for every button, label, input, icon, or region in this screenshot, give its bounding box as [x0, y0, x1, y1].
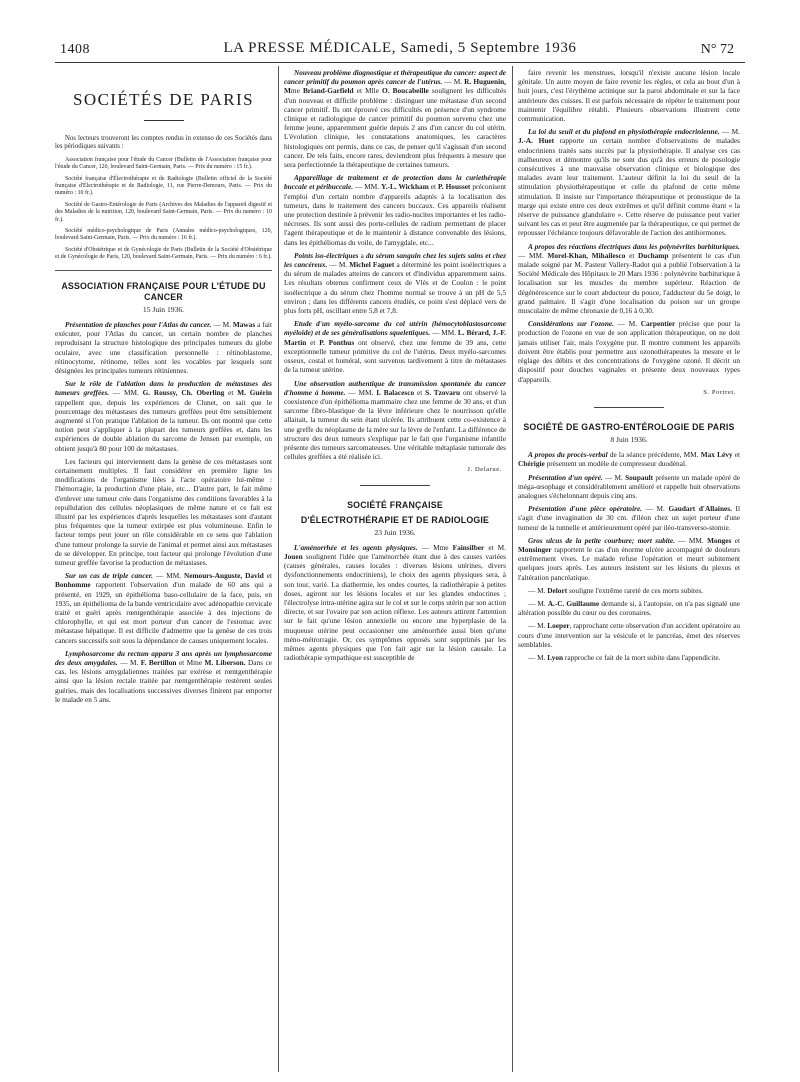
body-text: — MM.	[152, 571, 184, 581]
article-title: Etude d'un myélo-sarcome du col utérin (hémocytoblastosarcome myéloïde) et de ses généralisations squelettiques.	[284, 319, 506, 338]
article-paragraph	[55, 379, 272, 453]
article-paragraph	[518, 536, 740, 582]
author-name: Mawas	[232, 319, 256, 329]
article-paragraph	[518, 242, 740, 316]
author-name: L. Bérard, J.-F. Martin	[284, 328, 506, 347]
section-date: 15 Juin 1936.	[142, 304, 185, 314]
column-divider-right	[512, 66, 513, 1072]
author-name: Duchamp	[638, 250, 669, 260]
article-title: Lymphosarcome du rectum apparu 3 ans après un lymphosarcome des deux amygdales.	[55, 648, 272, 667]
body-text: — M.	[528, 585, 548, 595]
body-text: , rapprochant cette observation d'un accident opératoire au cours d'une intervention sur la vésicule et le pancréas, émet des réserves semblables.	[518, 621, 740, 649]
intro-note	[55, 135, 272, 152]
author-name: Monsinger	[518, 544, 552, 554]
body-text: demande si, à l'autopsie, on n'a pas signalé une altération possible du cœur ou des coronaires.	[518, 598, 740, 618]
author-name: M. Liberson.	[204, 658, 246, 667]
body-text: et	[428, 182, 439, 192]
section-heading: D'ÉLECTROTHÉRAPIE ET DE RADIOLOGIE	[300, 514, 490, 525]
article-paragraph	[55, 320, 272, 375]
author-name: Briand-Garfield	[302, 86, 354, 96]
body-text: Nos lecteurs trouveront les comptes rendus in extenso de ces Sociétés dans les périodiques suivants :	[55, 135, 272, 151]
author-signature: J. Delarue.	[467, 466, 502, 474]
author-name: P. Ponthus	[319, 337, 355, 347]
body-text: présentent un modèle de compresseur duodénal.	[544, 459, 687, 469]
article-paragraph	[518, 504, 740, 532]
body-text: — MM.	[345, 387, 377, 397]
article-title: Sur un cas de triple cancer.	[65, 571, 153, 581]
author-name: Lyon	[547, 652, 564, 662]
body-text: me	[193, 658, 203, 667]
author-name: Fainsilber	[452, 542, 485, 552]
author-name: Gaudart d'Allaines.	[668, 504, 732, 514]
body-text: souligne l'extrême rareté de ces morts subites.	[567, 585, 703, 595]
body-text: — M.	[613, 319, 641, 329]
body-text: — M.	[327, 260, 350, 270]
article-paragraph	[518, 450, 740, 468]
body-text: — MM.	[518, 250, 548, 260]
body-text: et	[224, 388, 238, 398]
author-name: Jouen	[284, 551, 303, 561]
periodical-entry	[55, 202, 272, 224]
article-title: Sur le rôle de l'ablation dans la production de métastases des tumeurs greffées.	[55, 379, 272, 398]
author-name: Chérigie	[518, 459, 545, 469]
article-paragraph	[518, 586, 740, 595]
periodical-entry	[55, 247, 272, 262]
periodical-entry	[55, 228, 272, 243]
section-date: 23 Juin 1936.	[374, 527, 416, 537]
body-text: Les facteurs qui interviennent dans la genèse de ces métastases sont certainement multiples. Il faut considérer en première ligne les modifications de l'organisme liées à l'acte opératoire lui-même : l'hémorragie, la production d'une plaie, etc... D'autre part, le fait même d'enlever une tumeur crée dans l'organisme des conditions favorables à la repullulation des cellules néoplasiques de même nature et ce fait est illustré par les expériences d'après lesquelles les métastases sont d'autant plus fréquentes que la tumeur extirpée est plus volumineuse. Enfin le facteur temps peut jouer un rôle considérable en ce sens que l'ablation d'une tumeur prolonge la survie de l'animal et permet ainsi aux métastases de se développer. En principe, tout facteur qui prolonge l'évolution d'une tumeur greffée favorise la production de métastases.	[55, 456, 272, 567]
article-title: Une observation authentique de transmission spontanée du cancer d'homme à homme.	[284, 378, 506, 397]
body-text: de la séance précédente, MM.	[607, 450, 701, 460]
body-text: — MM.	[674, 535, 708, 545]
article-paragraph	[284, 251, 506, 315]
article-title: A propos du procès-verbal	[528, 450, 608, 460]
article-paragraph	[284, 319, 506, 374]
body-text: rapproche ce fait de la mort subite dans l'appendicite.	[563, 652, 721, 662]
article-paragraph	[284, 68, 506, 169]
article-title: La loi du seuil et du plafond en physiothérapie endocrinienne.	[528, 127, 720, 137]
article-paragraph	[518, 473, 740, 501]
author-name: M. Guérin	[237, 388, 272, 398]
body-text: rapporte un certain nombre d'observations de malades endocriniens traités sans succès par la physiothérapie. Il analyse ces cas malheureux et démontre qu'ils ne sont dus qu'à des erreurs de posologie consécutives à une mauvaise observation clinique et biologique des malades avant leur traitement. L'auteur définit la loi du seuil de la stimulation physiothérapeutique et celle du plafond de cette même stimulation. Il insiste sur l'importance thérapeutique et pronostique de la marge qui existe entre ces deux extrêmes et qu'il définit comme étant « la réserve de puissance glandulaire ». Cette réserve de puissance peut varier suivant les cas et peut être augmentée par la thérapeutique, ce qui permet de repousser l'échéance toujours défavorable de l'action des antihormones.	[518, 136, 740, 238]
body-text: lle	[371, 86, 379, 96]
body-text: Association française pour l'étude du Cancer (Bulletin de l'Association française pour l'étude du Cancer, 120, boulevard Saint-Germain, Paris. — Prix du numéro : 15 fr.).	[55, 156, 272, 171]
column-left	[55, 68, 272, 1068]
body-text: — M.	[117, 658, 141, 667]
article-title: Présentation de planches pour l'Atlas du cancer.	[65, 319, 212, 329]
section-heading: SOCIÉTÉ FRANÇAISE	[347, 499, 443, 510]
article-paragraph	[55, 649, 272, 704]
article-title: Considérations sur l'ozone.	[528, 319, 614, 329]
author-name: R. Huguenin, M	[284, 77, 506, 96]
author-name: O. Boucabeille	[382, 86, 429, 96]
column-middle	[284, 68, 506, 1068]
author-name: Morel-Khan, Mihailesco	[547, 250, 626, 260]
article-paragraph	[518, 653, 740, 662]
author-name: S. Tzovaru	[425, 387, 461, 397]
body-text: — M.	[642, 504, 669, 514]
body-text: Société d'Obstétrique et de Gynécologie de Paris (Bulletin de la Société d'Obstétrique et de Gynécologie de Paris, 120, boulevard Saint-Germain, Paris. — Prix du numéro : 6 fr.).	[55, 246, 272, 261]
body-text: — M.	[211, 319, 233, 329]
article-title: Nouveau problème diagnostique et thérapeutique du cancer: aspect de cancer primitif du poumon après cancer de l'utérus.	[284, 68, 506, 87]
author-name: Michel Faguet	[349, 260, 395, 270]
body-text: Société de Gastro-Entérologie de Paris (Archives des Maladies de l'appareil digestif et des Maladies de la nutrition, 120, boulevard Saint-Germain, Paris. — Prix du numéro : 10 fr.).	[55, 201, 272, 223]
section-date: 8 Juin 1936.	[610, 434, 648, 444]
body-text: rappellent que, depuis les expériences de Clunet, on sait que le pourcentage des métastases des tumeurs greffées peut être sensiblement augmenté si l'on pratique l'ablation de la tumeur. Ils ont montré que cette notion peut s'appliquer à la plupart des tumeurs greffées et, dans les expériences de double ablation du sarcome de Jensen par exemple, on obtient jusqu'à 80 pour 100 de métastases.	[55, 397, 272, 453]
body-text: — M.	[442, 77, 465, 87]
body-text: rapportent l'observation d'un malade de 60 ans qui a présenté, en 1929, un épithélioma baso-cellulaire de la face, puis, en 1935, un épithélioma de la bande ventriculaire avec adénopathie cervicale traité et guéri après rœntgenthérapie associée à des injections de chlorophylle, et qui est mort porteur d'un cancer de l'estomac avec métastase hépatique. Il est difficile d'admettre que la genèse de ces trois cancers successifs soit sous la dépendance de causes uniquement locales.	[55, 580, 272, 645]
page-number: 1408	[60, 42, 90, 57]
body-text: Société française d'Électrothérapie et de Radiologie (Bulletin officiel de la Société française d'Électrothérapie et de Radiologie, 11, rue Pierre-Demours, Paris. — Prix du numéro : 10 fr.).	[55, 175, 272, 197]
section-separator	[360, 485, 430, 486]
author-name: A.-C. Guillaume	[547, 598, 600, 608]
article-paragraph	[284, 543, 506, 663]
body-text: — M.	[528, 598, 548, 608]
section-title: SOCIÉTÉS DE PARIS	[73, 90, 254, 109]
body-text: Il s'agit d'une invagination de 30 cm. d'iléon chez un sujet porteur d'une tumeur de la tunnelle et antérieurement opéré par iléo-transverso-stomie.	[518, 504, 740, 532]
body-text: et	[731, 535, 740, 545]
body-text: — M	[417, 542, 440, 552]
author-name: I. Balacesco	[376, 387, 415, 397]
author-name: J.-A. Huet	[518, 136, 555, 146]
author-name: Monges	[707, 535, 732, 545]
body-text: présentent le cas d'un malade soigné par M. Pasteur Vallery-Radot qui a publié l'observation à la Société Médicale des Hôpitaux le 20 Mars 1936 : polynévrite barbiturique à localisation sur les muscles du membre supérieur. Réaction de dégénérescence sur le court abducteur du pouce, l'adducteur du 5e doigt, le grand palmaire. Il s'agit d'une localisation du poison sur un groupe musculaire de même chronaxie de 0,16 à 0,30.	[518, 250, 740, 316]
body-text: et	[306, 337, 320, 347]
article-title: Présentation d'un opéré.	[528, 472, 603, 482]
body-text: — MM.	[109, 388, 143, 398]
issue-number: N° 72	[700, 42, 734, 57]
body-text: et M	[353, 86, 372, 96]
body-text: me	[439, 542, 449, 552]
author-name: Soupault	[625, 472, 654, 482]
body-text: Société médico-psychologique de Paris (Annales médico-psychologiques, 120, boulevard Saint-Germain, Paris. — Prix du numéro : 16 fr.).	[55, 228, 272, 242]
article-paragraph	[518, 599, 740, 617]
periodical-entry	[55, 157, 272, 172]
list-end-rule	[55, 270, 272, 271]
body-text: et	[732, 450, 740, 460]
article-title: L'aménorrhée et les agents physiques.	[294, 542, 418, 552]
author-name: P. Housset	[438, 182, 471, 192]
body-text: soulignent les difficultés d'un nouveau et difficile problème : distinguer une métastase d'un second cancer primitif. Ils ont éprouvé ces difficultés en présence d'un syndrome clinique et radiologique de cancer primitif du poumon survenu chez une femme jeune, apparemment guérie depuis 2 ans d'un cancer du col utérin. L'évolution clinique, les constatations anatomiques, les caractères histologiques ont permis, dans ce cas, de penser qu'il s'agissait d'un second cancer. De tels faits, encore rares, deviendront plus fréquents à mesure que sera perfectionnée la thérapeutique de certaines tumeurs.	[284, 86, 506, 170]
article-title: A propos des réactions électriques dans les polynévrites barbituriques.	[528, 241, 740, 251]
body-text: — M.	[528, 652, 548, 662]
column-divider-left	[278, 66, 279, 1072]
article-paragraph	[284, 173, 506, 247]
author-signature: S. Portret.	[703, 388, 736, 396]
article-title: Appareillage de traitement et de protection dans la curiethérapie buccale et péribuccale.	[284, 173, 506, 192]
article-paragraph	[55, 457, 272, 567]
article-title: Points iso-électriques	[294, 250, 359, 260]
body-text: et	[414, 387, 426, 397]
body-text: — M.	[719, 127, 740, 137]
journal-title: LA PRESSE MÉDICALE, Samedi, 5 Septembre 1936	[223, 40, 577, 56]
article-paragraph	[518, 127, 740, 237]
article-title: Gros ulcus de la petite courbure; mort subite.	[528, 535, 675, 545]
author-name: Carpentier	[640, 319, 676, 329]
body-text: préconisent l'emploi d'un certain nombre d'appareils adaptés à la localisation des tumeurs, dans le traitement des cancers buccaux. Ces appareils réalisent une protection destinée à prévenir les radio-nucites importantes et les radio-nécroses. Ils sont aussi des porte-cellules de radium permettant de placer l'agent thérapeutique et de le maintenir à distance convenable des lésions, dans les épithéliomas du voile, de l'amygdale, etc...	[284, 182, 506, 247]
body-text: ont observé, chez une femme de 39 ans, cette exceptionnelle tumeur primitive du col de l'utérus. Deux myélo-sarcomes osseux, costal et huméral, sont survenus tardivement à titre de métastases de la tumeur utérine.	[284, 337, 506, 375]
body-text: me	[290, 86, 300, 96]
author-name: G. Roussy, Ch. Oberling	[142, 388, 225, 398]
body-text: a	[358, 250, 366, 260]
author-name: Y.-L. Wickham	[381, 182, 429, 192]
body-text: faire revenir les menstrues, lorsqu'il n'existe aucune lésion locale génitale. Un autre moyen de faire revenir les règles, et cela au bout d'un à huit jours, c'est l'érythème actinique sur la paroi abdominale et sur la face antérieure des cuisses. Il est parfois nécessaire de répéter le traitement pour maintenir l'équilibre rétabli. Plusieurs observations illustrent cette communication.	[518, 68, 740, 124]
header-rule	[55, 62, 745, 63]
body-text: précise que pour la production de l'ozone en vue de son application thérapeutique, on ne doit jamais utiliser l'air, mais l'oxygène pur. Il montre comment les appareils doivent être établis pour permettre aux ozonothérapeutes la mesure et le réglage des débits et des concentrations de l'oxygène ozoné. Il décrit un dispositif pour douches vaginales et présente deux nouveaux types d'appareils.	[518, 319, 740, 384]
body-text: Dans ce cas, les lésions amygdaliennes traitées par exérèse et rœntgenthérapie ainsi que la lésion rectale traitée par rœntgenthérapie restèrent seules guéries, mais des localisations successives diverses finirent par emporter le malade en 5 ans.	[55, 658, 272, 704]
body-text: — MM.	[353, 182, 382, 192]
body-text: a déterminé les point isoélectriques a du sérum de malades atteints de cancers et d'individus apparemment sains. Les résultats obtenus confirment ceux de Vlès et de Coulon : le point isoélectrique a du sérum chez l'homme normal se trouve à un pH de 5,5 environ ; dans les différents cancers étudiés, ce point s'est déplacé vers de plus forts pH, oscillant entre 5,8 et 7,8.	[284, 260, 506, 316]
column-right	[518, 68, 740, 1068]
author-name: Max Lévy	[700, 450, 733, 460]
body-text: — MM.	[430, 328, 458, 338]
title-underline	[144, 120, 184, 121]
body-text: — M.	[528, 621, 548, 631]
author-name: Loeper	[547, 621, 570, 631]
body-text: et M	[176, 658, 194, 667]
section-heading: SOCIÉTÉ DE GASTRO-ENTÉROLOGIE DE PARIS	[523, 421, 735, 432]
author-name: Bonhomme	[55, 580, 91, 590]
body-text: et	[263, 571, 272, 581]
article-title: du sérum sanguin chez les sujets sains et chez les cancéreux.	[284, 250, 506, 270]
article-paragraph	[284, 379, 506, 462]
article-title: Présentation d'une pièce opératoire.	[528, 504, 643, 514]
article-paragraph	[518, 621, 740, 649]
body-text: et M.	[484, 542, 506, 552]
author-name: Delort	[547, 585, 568, 595]
body-text: présente un malade opéré de méga-œsophage et considérablement amélioré et rappelle huit observations analogues s'échelonnant depuis cinq ans.	[518, 472, 740, 500]
author-name: F. Bertillon	[140, 658, 177, 667]
body-text: a fait exécuter, pour l'Atlas du cancer, un certain nombre de planches reproduisant la structure histologique des principales tumeurs du globe oculaire, avec une classification personnelle : rétinoblastome, rétinocytome, rétinome, telles sont les vocables par lesquels sont désignées les principales tumeurs rétiniennes.	[55, 319, 272, 375]
page-header	[60, 40, 740, 62]
body-text: — M.	[602, 472, 626, 482]
body-text: ont observé la coexistence d'un épithélioma mammaire chez une femme de 30 ans, et d'un sarcome fibro-blastique de la lèvre inférieure chez le nourrisson qu'elle allaitait, la tumeur du sein étant ulcérée. Ils attribuent cette co-existence à une greffe du néoplasme de la mère sur la lèvre de l'enfant. La différence de structure des deux tumeurs s'explique par le fait que l'organisme infantile présente des tumeurs sarcomateuses. Une véritable métaplasie tumorale des cellules greffées a été réalisée ici.	[284, 387, 506, 462]
body-text: et	[625, 250, 639, 260]
author-name: Nemours-Auguste, David	[183, 571, 264, 581]
periodical-entry	[55, 176, 272, 198]
article-paragraph	[518, 68, 740, 123]
section-heading: ASSOCIATION FRANÇAISE POUR L'ÉTUDE DU CANCER	[61, 280, 266, 302]
section-separator	[594, 407, 664, 408]
article-paragraph	[55, 571, 272, 645]
body-text: soulignent l'idée que l'aménorrhée étant due à des causes variées (causes générales, causes locales : diverses lésions utérines, divers dysfonctionnements endocriniens), le choix des agents physiques sera, à son tour, varié. La diathermie, les ondes courtes, la radiothérapie à petites doses, agiront sur les lésions locales et sur les glandes endocrines ; l'électrolyse intra-utérine agira sur le col et sur le corps utérin par son action directe, et sur l'ovaire par son action réflexe. Les auteurs attirent l'attention sur le fait qu'une lésion annexielle ou encore une hyperplasie de la muqueuse utérine peut occasionner une aménorrhée aussi bien qu'une méno-métrorragie. Or, ces symptômes opposés sont supprimés par les mêmes agents physiques que l'on fait agir sur la lésion causale. La radiothérapie sympathique est susceptible de	[284, 551, 506, 663]
article-paragraph	[518, 319, 740, 383]
body-text: rapportent le cas d'un énorme ulcère accompagné de douleurs extrêmement vives. Le malade refuse l'opération et meurt subitement quelques jours après. Les auteurs insistent sur les lésions du plexus et l'altération pancréatique.	[518, 544, 740, 582]
